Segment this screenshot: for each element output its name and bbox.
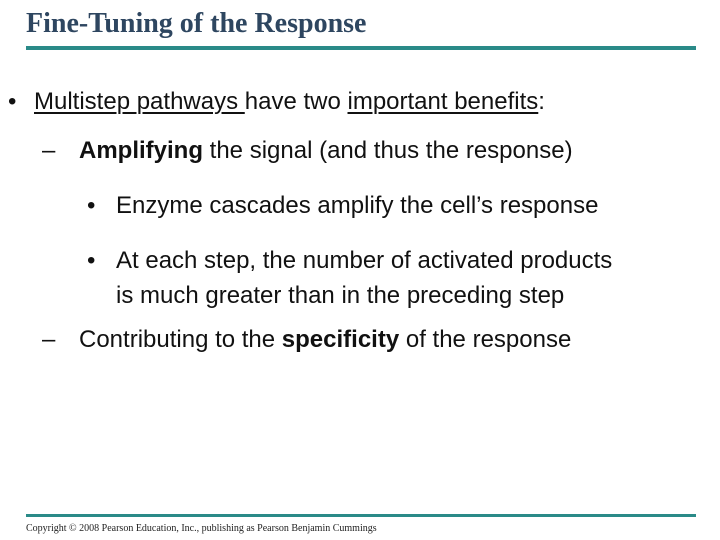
specificity-bold-text: specificity: [281, 326, 400, 353]
colon-text: :: [538, 88, 545, 115]
dash-marker: –: [42, 326, 56, 353]
have-two-text: have two: [244, 88, 348, 115]
point-each-step-line2: is much greater than in the preceding step: [116, 282, 565, 309]
point-marker: •: [87, 247, 96, 274]
sub-bullet-specificity-text: [79, 326, 571, 354]
slide-title: Fine-Tuning of the Response: [26, 8, 367, 39]
sub-bullet-amplifying-text: [79, 137, 573, 165]
multistep-pathways-text: Multistep pathways: [34, 88, 245, 115]
contributing-text: Contributing to the: [79, 326, 282, 353]
main-bullet-text: [34, 88, 545, 116]
point-enzyme-cascades-text: Enzyme cascades amplify the cell’s response: [116, 192, 599, 219]
copyright-footer: Copyright © 2008 Pearson Education, Inc., publishing as Pearson Benjamin Cummings: [26, 523, 377, 534]
of-the-response-text: of the response: [399, 326, 572, 353]
main-bullet-marker: •: [8, 88, 17, 115]
amplifying-bold-text: Amplifying: [79, 137, 203, 164]
dash-marker: –: [42, 137, 56, 164]
point-marker: •: [87, 192, 96, 219]
amplifying-rest-text: the signal (and thus the response): [203, 137, 573, 164]
point-each-step-line1: At each step, the number of activated products: [116, 247, 613, 274]
important-benefits-text: important benefits: [347, 88, 539, 115]
footer-divider: [26, 514, 696, 517]
title-divider: [26, 46, 696, 50]
